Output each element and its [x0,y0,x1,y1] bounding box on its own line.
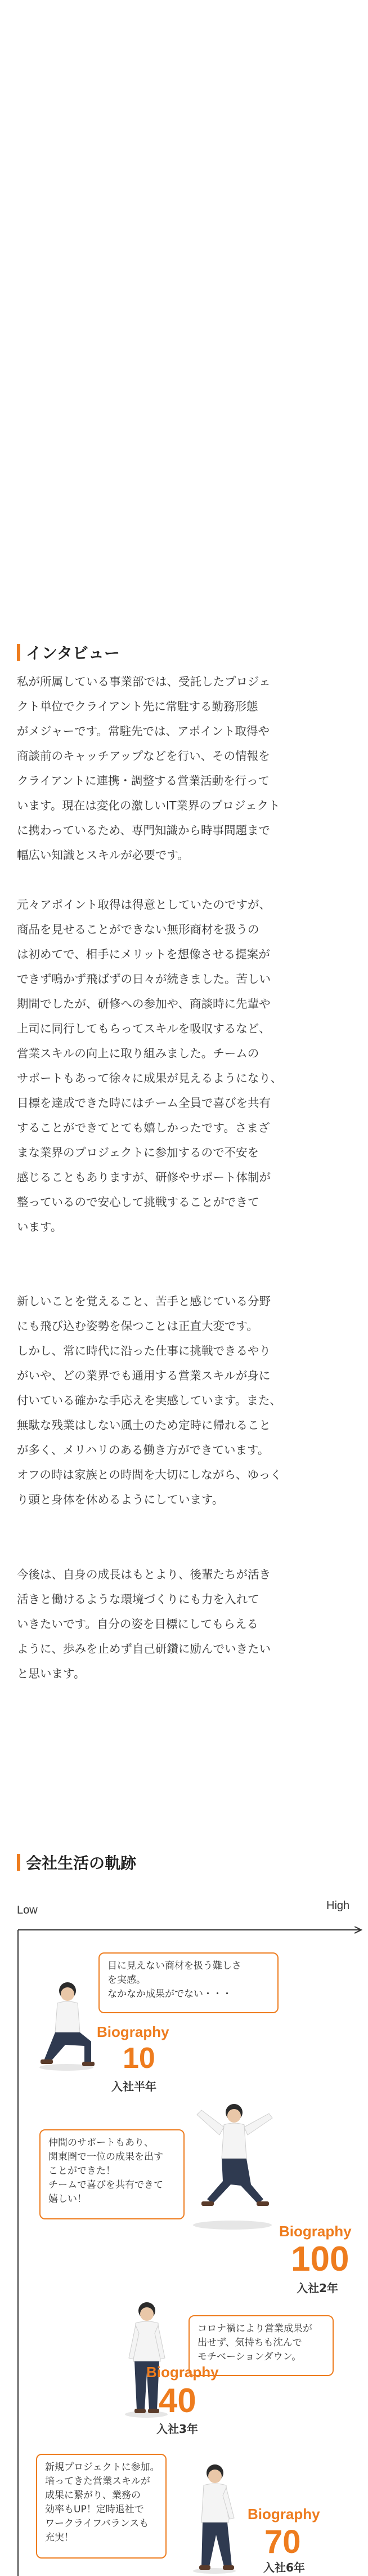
timeline-bubble-1 [98,1952,279,2013]
paragraph-line: がメジャーです。常駐先では、アポイント取得や [17,724,270,738]
paragraph-line: 目標を達成できた時にはチーム全員で喜びを共有 [17,1096,271,1110]
paragraph-line: 無駄な残業はしない風土のため定時に帰れること [17,1418,271,1432]
paragraph-line: 期間でしたが、研修への参加や、商談時に先輩や [17,997,271,1011]
paragraph-line: クライアントに連携・調整する営業活動を行って [17,774,270,788]
paragraph-line: いきたいです。自分の姿を目標にしてもらえる [17,1617,258,1631]
paragraph-line: 感じることもありますが、研修やサポート体制が [17,1171,271,1184]
timeline-bubble-4 [36,2454,167,2559]
biography-value-1: 10 [123,2042,155,2075]
timeline-bubble-2 [39,2129,185,2219]
paragraph-line: 元々アポイント取得は得意としていたのですが、 [17,898,271,911]
bubble-line: ワークライフバランスも [45,2518,149,2529]
paragraph-line: がいや、どの業界でも通用する営業スキルが身に [17,1369,271,1382]
biography-label-4: Biography [248,2506,320,2522]
paragraph-line: ように、歩みを止めず自己研鑽に励んでいきたい [17,1642,271,1656]
bubble-line: 新規プロジェクトに参加。 [45,2462,160,2473]
interview-paragraph-1 [17,669,354,867]
bubble-line: 仲間のサポートもあり、 [48,2137,154,2148]
biography-year-3: 入社3年 [156,2422,198,2436]
paragraph-line: サポートもあって徐々に成果が見えるようになり、 [17,1071,282,1085]
interview-paragraph-2 [17,892,354,1239]
paragraph-line: に携わっているため、専門知識から時事問題まで [17,824,270,837]
bubble-line: 効率もUP！定時退社で [45,2504,144,2515]
interview-paragraph-3 [17,1289,354,1512]
paragraph-line: います。 [17,1220,62,1234]
paragraph-line: 商談前のキャッチアップなどを行い、その情報を [17,749,270,763]
person-walking-illustration [183,2462,245,2574]
biography-label-2: Biography [279,2223,352,2240]
bubble-line: 充実！ [45,2532,74,2543]
hero-blank-area [0,0,368,631]
paragraph-line: クト単位でクライアント先に常駐する勤務形態 [17,700,258,713]
biography-year-1: 入社半年 [111,2080,156,2093]
paragraph-line: 活きと働けるような環境づくりにも力を入れて [17,1592,259,1606]
paragraph-line: にも飛び込む姿勢を保つことは正直大変です。 [17,1319,258,1333]
paragraph-line: 営業スキルの向上に取り組みました。チームの [17,1047,259,1060]
paragraph-line: 上司に同行してもらってスキルを吸収するなど、 [17,1022,271,1035]
bubble-line: 出せず、気持ちも沈んで [198,2337,302,2348]
bubble-line: 培ってきた営業スキルが [45,2476,150,2487]
axis-low-label: Low [17,1904,38,1916]
paragraph-line: できず鳴かず飛ばずの日々が続きました。苦しい [17,972,271,986]
paragraph-line: 私が所属している事業部では、受託したプロジェ [17,675,271,688]
paragraph-line: り頭と身体を休めるようにしています。 [17,1493,224,1506]
bubble-line: を実感。 [107,1974,146,1986]
paragraph-line: と思います。 [17,1667,86,1680]
bubble-line: 成果に繋がり、業務の [45,2490,141,2501]
paragraph-line: は初めてで、相手にメリットを想像させる提案が [17,947,270,961]
paragraph-line: 幅広い知識とスキルが必要です。 [17,848,189,862]
heading-accent-bar [17,1854,20,1871]
paragraph-line: することができてとても嬉しかったです。さまざ [17,1121,270,1134]
paragraph-line: います。現在は変化の激しいIT業界のプロジェクト [17,799,280,812]
person-jumping-illustration [179,2100,286,2230]
interview-paragraph-4 [17,1562,354,1686]
axis-high-label: High [326,1899,350,1912]
interview-heading [17,641,120,664]
bubble-line: 目に見えない商材を扱う難しさ [107,1960,241,1972]
biography-value-2: 100 [291,2240,349,2279]
paragraph-line: 商品を見せることができない無形商材を扱うの [17,923,259,936]
bubble-line: コロナ禍により営業成果が [198,2323,312,2334]
bubble-line: チームで喜びを共有できて [48,2179,163,2191]
paragraph-line: しかし、常に時代に沿った仕事に挑戦できるやり [17,1344,271,1358]
biography-value-3: 40 [159,2382,196,2419]
bubble-line: なかなか成果がでない・・・ [107,1988,232,2000]
paragraph-line: 整っているので安心して挑戦することができて [17,1195,259,1209]
paragraph-line: まな業界のプロジェクトに参加するので不安を [17,1146,259,1159]
paragraph-line: 付いている確かな手応えを実感しています。また、 [17,1394,281,1407]
biography-year-2: 入社2年 [297,2281,338,2295]
heading-accent-bar [17,644,20,661]
person-sitting-illustration [33,1978,100,2071]
bubble-line: 嬉しい！ [48,2194,87,2205]
bubble-line: 関東圏で一位の成果を出す [48,2151,163,2163]
interview-title: インタビュー [26,644,120,662]
timeline-heading [17,1851,136,1874]
timeline-title: 会社生活の軌跡 [26,1854,137,1872]
paragraph-line: 新しいことを覚えること、苦手と感じている分野 [17,1294,271,1308]
paragraph-line: が多く、メリハリのある働き方ができています。 [17,1443,270,1457]
biography-label-1: Biography [97,2023,169,2040]
biography-year-4: 入社6年 [263,2561,305,2574]
bubble-line: モチベーションダウン。 [198,2351,302,2363]
paragraph-line: オフの時は家族との時間を大切にしながら、ゆっく [17,1468,282,1481]
bubble-line: ことができた！ [48,2165,115,2177]
biography-label-3: Biography [146,2364,219,2381]
paragraph-line: 今後は、自身の成長はもとより、後輩たちが活き [17,1568,271,1581]
biography-value-4: 70 [264,2524,301,2560]
